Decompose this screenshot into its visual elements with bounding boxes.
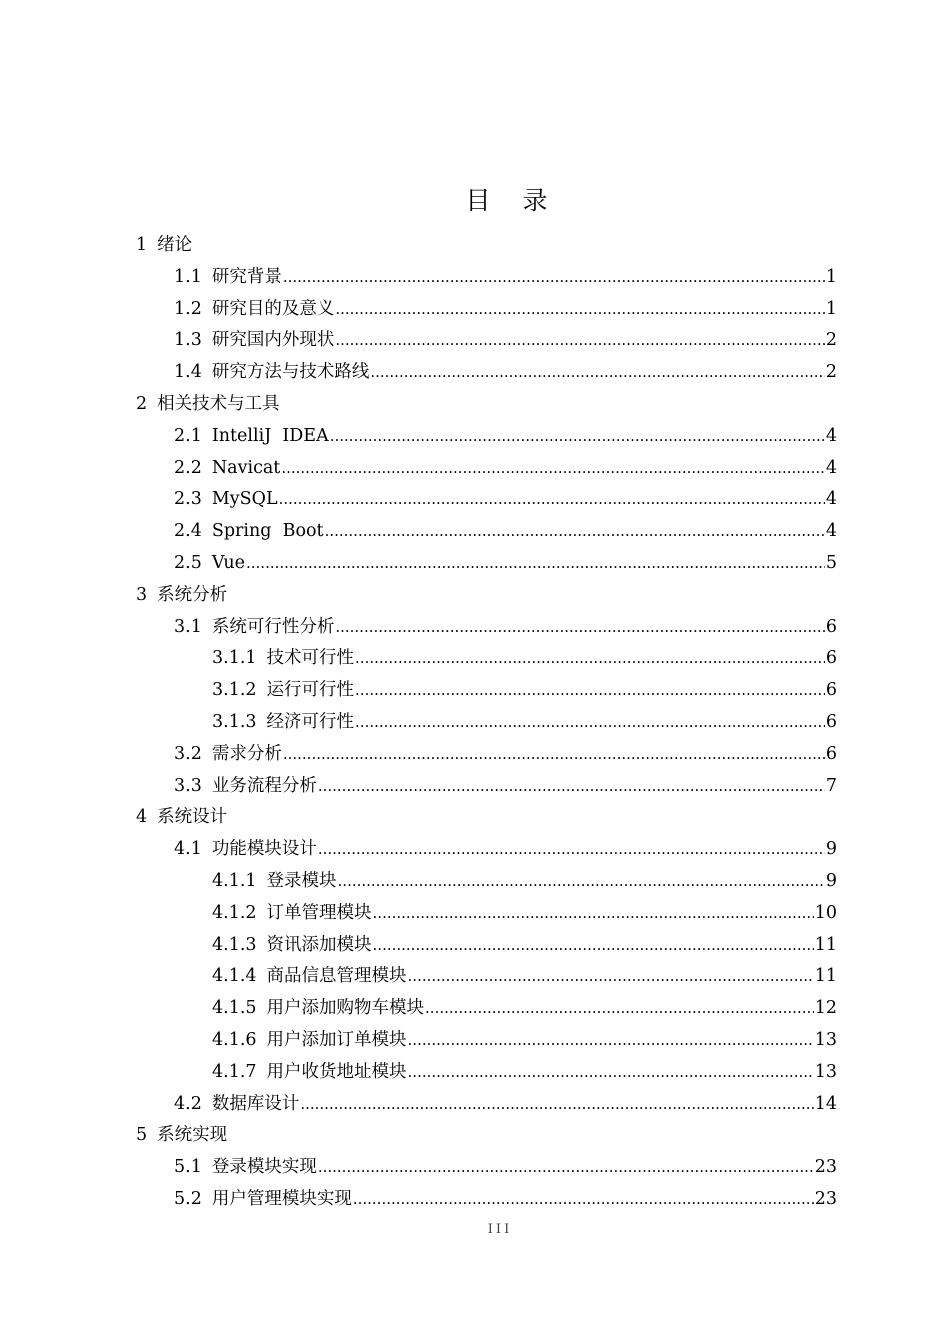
toc-entry-label: 相关技术与工具 <box>157 394 280 414</box>
toc-entry-number: 3.2 <box>174 743 202 764</box>
toc-dot-leader <box>373 929 814 961</box>
toc-entry-label: 技术可行性 <box>266 648 355 669</box>
toc-entry-page-number: 9 <box>825 871 837 891</box>
toc-entry-number: 4.1.2 <box>212 902 257 923</box>
toc-dot-leader <box>338 865 825 897</box>
toc-entry-number: 3.1.2 <box>212 680 257 701</box>
toc-entry-label: 运行可行性 <box>266 680 355 701</box>
toc-entry-number: 3.1 <box>174 616 202 637</box>
toc-entry-label: 登录模块实现 <box>211 1157 317 1178</box>
toc-dot-leader <box>246 547 825 579</box>
toc-dot-leader <box>335 611 825 643</box>
toc-entry[interactable] <box>174 611 837 643</box>
toc-entry-label: 研究方法与技术路线 <box>211 362 370 383</box>
toc-entry-label: 研究背景 <box>211 266 282 287</box>
toc-dot-leader <box>408 960 814 992</box>
toc-entry-page-number: 12 <box>814 998 837 1019</box>
toc-entry-number: 2.5 <box>174 553 202 573</box>
toc-entry-number: 4.1.7 <box>212 1061 257 1082</box>
toc-entry-page-number: 23 <box>814 1157 837 1178</box>
toc-entry-label: Spring Boot <box>211 521 324 542</box>
toc-entry-page-number: 2 <box>825 362 837 383</box>
toc-entry-label: 业务流程分析 <box>211 775 317 796</box>
toc-entry-page-number: 6 <box>825 616 837 637</box>
toc-dot-leader <box>408 1024 814 1056</box>
toc-entry-number: 2 <box>136 394 148 414</box>
toc-entry-number: 2.3 <box>174 489 202 510</box>
toc-entry-page-number: 14 <box>814 1093 837 1114</box>
toc-entry[interactable] <box>136 579 836 611</box>
toc-entry[interactable] <box>212 992 837 1024</box>
toc-entry-page-number: 4 <box>825 425 837 446</box>
toc-dot-leader <box>355 642 825 674</box>
toc-entry[interactable] <box>212 929 837 961</box>
toc-dot-leader <box>318 770 825 802</box>
toc-entry[interactable] <box>174 483 837 515</box>
toc-entry-page-number: 1 <box>825 298 837 319</box>
toc-entry-label: MySQL <box>211 489 278 510</box>
toc-dot-leader <box>370 356 825 388</box>
toc-entry-page-number: 13 <box>814 1061 837 1082</box>
toc-entry-label: 功能模块设计 <box>211 839 317 860</box>
toc-entry[interactable] <box>174 515 837 547</box>
toc-dot-leader <box>330 420 825 452</box>
toc-entry[interactable] <box>212 642 837 674</box>
toc-entry-page-number: 2 <box>825 330 837 351</box>
toc-entry-label: 商品信息管理模块 <box>266 966 407 987</box>
toc-entry-page-number: 11 <box>814 966 837 987</box>
toc-entry-number: 4.1.5 <box>212 998 257 1019</box>
toc-entry-page-number: 13 <box>814 1030 837 1050</box>
toc-entry-label: 用户添加订单模块 <box>266 1030 407 1050</box>
toc-entry-number: 3.3 <box>174 775 202 796</box>
toc-entry-label: 用户添加购物车模块 <box>266 998 425 1019</box>
toc-dot-leader <box>283 738 825 770</box>
toc-entry[interactable] <box>174 261 837 293</box>
toc-entry-number: 5.2 <box>174 1189 202 1209</box>
toc-entry-label: 系统设计 <box>157 807 228 828</box>
toc-entry[interactable] <box>212 674 837 706</box>
toc-entry-label: 用户管理模块实现 <box>211 1189 352 1209</box>
toc-entry[interactable] <box>136 388 836 420</box>
toc-entry-number: 4 <box>136 807 148 828</box>
toc-entry-number: 1 <box>136 235 148 255</box>
toc-entry-label: 绪论 <box>157 235 193 255</box>
toc-entry-label: 经济可行性 <box>266 712 355 732</box>
toc-entry[interactable] <box>174 356 837 388</box>
toc-entry-page-number: 7 <box>825 775 837 796</box>
toc-entry-number: 1.1 <box>174 266 202 287</box>
toc-entry[interactable] <box>174 293 837 325</box>
toc-entry[interactable] <box>174 833 837 865</box>
toc-entry[interactable] <box>174 738 837 770</box>
toc-entry[interactable] <box>212 960 837 992</box>
toc-dot-leader <box>425 992 814 1024</box>
toc-entry-label: 系统实现 <box>157 1125 228 1146</box>
toc-entry-number: 4.1.6 <box>212 1030 257 1050</box>
toc-entry-number: 3.1.1 <box>212 648 257 669</box>
toc-entry[interactable] <box>174 547 837 579</box>
toc-dot-leader <box>279 483 825 515</box>
toc-entry-page-number: 6 <box>825 680 837 701</box>
toc-entry-number: 5.1 <box>174 1157 202 1178</box>
toc-entry-page-number: 11 <box>814 934 837 955</box>
toc-entry-page-number: 10 <box>814 902 837 923</box>
toc-entry-page-number: 4 <box>825 457 837 478</box>
toc-entry-label: 需求分析 <box>211 743 282 764</box>
toc-dot-leader <box>353 1183 814 1215</box>
toc-entry[interactable] <box>212 1024 837 1056</box>
toc-entry-number: 1.3 <box>174 330 202 351</box>
page-number-footer: III <box>487 1222 513 1237</box>
toc-entry-number: 1.2 <box>174 298 202 319</box>
toc-entry[interactable] <box>174 420 837 452</box>
toc-entry[interactable] <box>174 1088 837 1120</box>
toc-entry[interactable] <box>174 452 837 484</box>
toc-entry[interactable] <box>136 229 836 261</box>
toc-entry-page-number: 4 <box>825 521 837 542</box>
toc-dot-leader <box>355 706 825 738</box>
toc-entry-number: 4.1.4 <box>212 966 257 987</box>
toc-entry-page-number: 6 <box>825 743 837 764</box>
toc-entry-label: 用户收货地址模块 <box>266 1061 407 1082</box>
toc-entry-page-number: 6 <box>825 648 837 669</box>
toc-dot-leader <box>335 324 825 356</box>
toc-entry-page-number: 1 <box>825 266 837 287</box>
toc-entry[interactable] <box>174 770 837 802</box>
toc-dot-leader <box>283 261 825 293</box>
toc-entry-number: 2.2 <box>174 457 202 478</box>
toc-dot-leader <box>325 515 825 547</box>
toc-entry-label: 研究目的及意义 <box>211 298 335 319</box>
page-title: 目 录 <box>465 186 560 215</box>
toc-entry[interactable] <box>136 1119 836 1151</box>
toc-entry[interactable] <box>174 324 837 356</box>
toc-entry-page-number: 6 <box>825 712 837 732</box>
toc-dot-leader <box>300 1088 813 1120</box>
toc-entry-page-number: 4 <box>825 489 837 510</box>
toc-entry-label: 研究国内外现状 <box>211 330 335 351</box>
toc-dot-leader <box>408 1056 814 1088</box>
toc-entry[interactable] <box>174 1183 837 1215</box>
toc-entry-number: 3.1.3 <box>212 712 257 732</box>
toc-entry-number: 3 <box>136 584 148 605</box>
toc-entry[interactable] <box>136 801 836 833</box>
toc-entry[interactable] <box>212 897 837 929</box>
toc-entry-label: 系统分析 <box>157 584 228 605</box>
toc-entry-label: 登录模块 <box>266 871 337 891</box>
toc-dot-leader <box>355 674 825 706</box>
toc-entry-number: 2.4 <box>174 521 202 542</box>
toc-entry-number: 5 <box>136 1125 148 1146</box>
toc-entry-label: 订单管理模块 <box>266 902 372 923</box>
toc-entry-number: 1.4 <box>174 362 202 383</box>
toc-entry-number: 4.2 <box>174 1093 202 1114</box>
toc-entry-number: 4.1.3 <box>212 934 257 955</box>
toc-entry[interactable] <box>212 865 837 897</box>
toc-entry-label: Navicat <box>211 457 281 478</box>
toc-entry[interactable] <box>212 1056 837 1088</box>
toc-entry-page-number: 9 <box>825 839 837 860</box>
toc-entry-label: 数据库设计 <box>211 1093 300 1114</box>
toc-dot-leader <box>318 1151 814 1183</box>
toc-entry-label: Vue <box>211 553 245 573</box>
toc-entry[interactable] <box>174 1151 837 1183</box>
toc-entry-label: 资讯添加模块 <box>266 934 372 955</box>
toc-entry-page-number: 5 <box>825 553 837 573</box>
toc-dot-leader <box>281 452 825 484</box>
toc-dot-leader <box>373 897 814 929</box>
toc-entry-number: 4.1.1 <box>212 871 257 891</box>
toc-dot-leader <box>335 293 825 325</box>
toc-entry-page-number: 23 <box>814 1189 837 1209</box>
toc-dot-leader <box>318 833 825 865</box>
toc-entry-number: 4.1 <box>174 839 202 860</box>
toc-entry-number: 2.1 <box>174 425 202 446</box>
toc-entry-label: IntelliJ IDEA <box>211 425 329 446</box>
toc-entry-label: 系统可行性分析 <box>211 616 335 637</box>
toc-entry[interactable] <box>212 706 837 738</box>
